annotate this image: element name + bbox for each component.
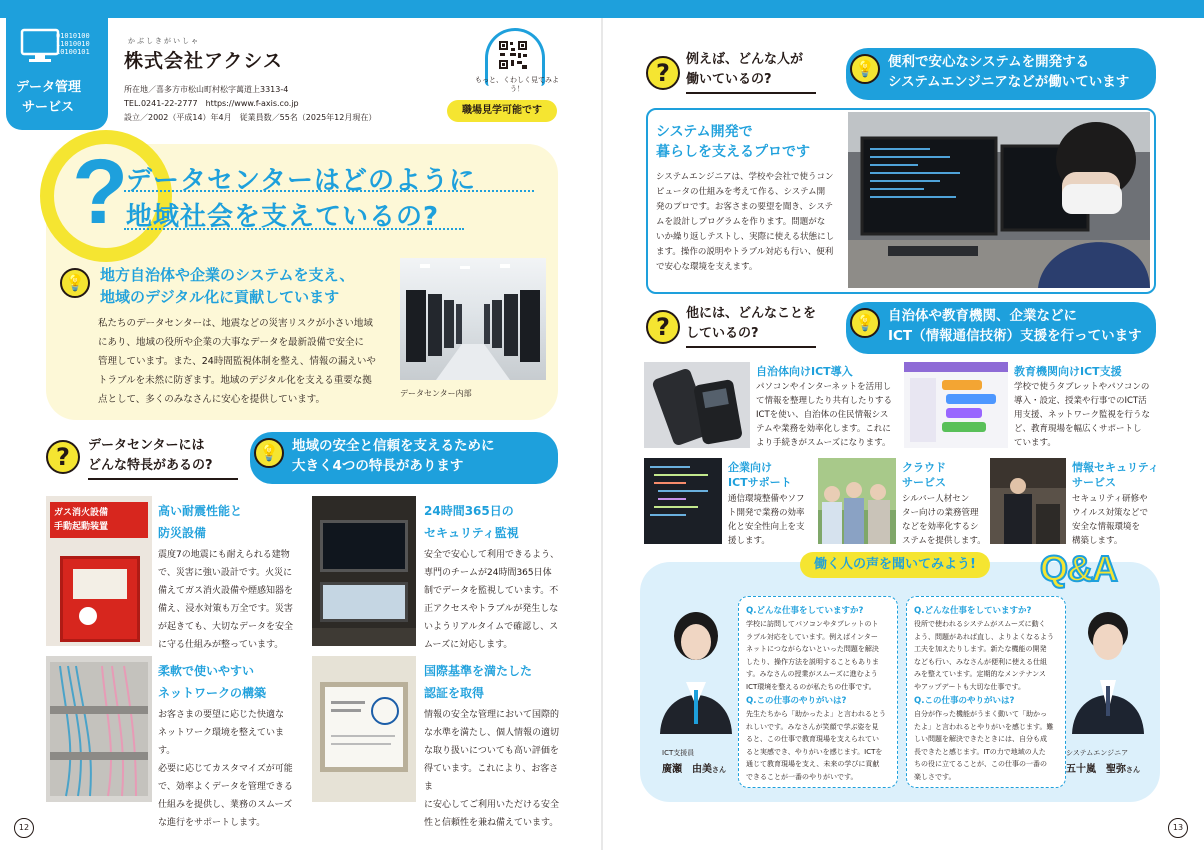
page-number-left: 12: [14, 818, 34, 838]
feature-body-line: 震度7の地震にも耐えられる建物: [158, 550, 290, 560]
service-body-line: ト開発で業務の効率: [728, 508, 805, 518]
service-title: [902, 460, 946, 490]
seniors-group-photo: [818, 458, 896, 544]
feature-title: [158, 660, 266, 704]
feature-title-line1: 高い耐震性能と: [158, 504, 243, 518]
feature-body-line: 性と信頼性を兼ね備えています。: [424, 818, 559, 828]
handheld-terminal-photo: [644, 362, 750, 448]
qa-answer-line: ICT環境を整えるのが私たちの仕事です。: [746, 682, 876, 691]
qa-answer-line: 自分が作った機能がうまく動いて「助かっ: [914, 710, 1047, 718]
service-title-line2: ICTサポート: [728, 476, 792, 489]
feature-title-line1: 国際基準を満たした: [424, 664, 533, 678]
service-body-line: パソコンやインターネットを活用し: [756, 382, 892, 392]
people-answer-line2: システムエンジニアなどが働いています: [888, 74, 1130, 90]
fire-system-photo: [46, 496, 152, 646]
qa-answer-line: ると、この仕事で教育現場を支えられてい: [746, 735, 879, 743]
qa-answer: [746, 618, 896, 693]
category-label-line1: データ管理: [16, 80, 82, 95]
feature-title-line2: 認証を取得: [424, 686, 485, 700]
main-body-line: にあり、地域の役所や企業の大事なデータを最新設備で安全に: [98, 337, 365, 348]
question-underline: [686, 346, 816, 348]
question-underline: [88, 478, 238, 480]
feature-body: [158, 706, 298, 832]
big-question-mark-icon: ?: [72, 141, 129, 243]
service-body-line: 構築します。: [1072, 536, 1123, 546]
people-answer-line1: 便利で安心なシステムを開発する: [888, 54, 1090, 70]
feature-body-line: 専門のチームが24時間365日体: [424, 568, 552, 578]
features-question-line2: どんな特長があるの?: [88, 458, 213, 473]
service-body-line: ステムを提供します。: [902, 536, 986, 546]
qr-code-icon[interactable]: [498, 40, 528, 70]
feature-body-line: な進行をサポートします。: [158, 818, 266, 828]
service-body-line: シルバー人材セン: [902, 494, 970, 504]
portrait-ict-supporter: [656, 602, 736, 734]
main-title-line2: 地域社会を支えているの?: [126, 202, 440, 232]
service-title-line2: サービス: [902, 476, 946, 489]
fire-sign: ガス消火設備 手動起動装置: [50, 502, 148, 538]
person-name: [662, 760, 726, 775]
people-answer-bar: [846, 48, 1156, 100]
feature-body-line: ムーズに対応します。: [424, 640, 513, 650]
qa-question: Q.どんな仕事をしていますか?: [914, 606, 1032, 616]
company-ruby: かぶしきがいしゃ: [128, 37, 200, 45]
feature-title-line2: 防災設備: [158, 526, 207, 540]
feature-body-line: 安全で安心して利用できるよう、: [424, 550, 560, 560]
qa-logo: Q&A: [1040, 548, 1117, 589]
service-title-line1: 情報セキュリティ: [1072, 461, 1159, 474]
qa-answer-line: なども行い、みなさんが便利に使える仕組: [914, 657, 1047, 666]
security-monitor-photo: [312, 496, 416, 646]
qa-answer-line: したり、操作方法を説明することもありま: [746, 657, 879, 666]
person-role: システムエンジニア: [1066, 749, 1129, 757]
service-body-line: より手続きがスムーズになります。: [756, 438, 891, 448]
se-body-line: で安心な環境を支えます。: [656, 262, 758, 272]
other-answer-bar: [846, 302, 1156, 354]
lightbulb-icon: 💡: [60, 268, 90, 298]
visit-badge: 職場見学可能です: [447, 100, 557, 122]
datacenter-photo-caption: データセンター内部: [400, 389, 472, 398]
feature-body-line: 得ています。これにより、お客さま: [424, 764, 559, 792]
service-body-line: 通信環境整備やソフ: [728, 494, 805, 504]
qa-answer: [746, 708, 896, 783]
system-engineer-title-line2: 暮らしを支えるプロです: [656, 144, 810, 160]
service-title: [728, 460, 792, 490]
service-body: [1072, 492, 1162, 548]
service-title: 教育機関向けICT支援: [1014, 365, 1122, 378]
service-title-line1: クラウド: [902, 461, 946, 474]
lightbulb-icon: 💡: [850, 308, 880, 338]
person-name-text: 五十嵐 聖弥: [1066, 764, 1126, 775]
service-title-line2: サービス: [1072, 476, 1116, 489]
qa-question: Q.この仕事のやりがいは?: [914, 696, 1015, 706]
people-question-line1: 例えば、どんな人が: [686, 52, 804, 67]
category-label-line2: サービス: [22, 100, 75, 115]
title-underline: [124, 190, 534, 192]
feature-body-line: 備えてガス消火設備や煙感知器を: [158, 586, 294, 596]
question-mark-icon: ?: [646, 310, 680, 344]
qa-answer-line: す。みなさんの授業がスムーズに進むよう: [746, 670, 878, 678]
system-engineer-title: [656, 122, 810, 162]
feature-title-line1: 柔軟で使いやすい: [158, 664, 255, 678]
network-cable-photo: [46, 656, 152, 802]
feature-body-line: いようリアルタイムで確認し、ス: [424, 622, 559, 632]
service-body: [902, 492, 988, 548]
feature-title: [424, 660, 532, 704]
qa-answer-line: 学校に訪問してパソコンやタブレットのト: [746, 620, 879, 628]
lightbulb-icon: 💡: [850, 54, 880, 84]
qa-answer-line: ラブル対応をしています。例えばインター: [746, 632, 878, 641]
se-body-line: ピュータの仕組みを考えて作る、システム開: [656, 187, 826, 197]
company-name: 株式会社アクシス: [124, 50, 283, 72]
service-body: [756, 380, 900, 450]
qa-answer: [914, 708, 1064, 783]
person-role: ICT支援員: [662, 749, 695, 757]
qa-answer-line: みを整えています。定期的なメンテナンス: [914, 670, 1046, 678]
datacenter-photo: [400, 258, 546, 380]
question-mark-icon: ?: [646, 56, 680, 90]
qa-answer-line: 長できたと感じます。ITの力で地域の人た: [914, 747, 1046, 756]
qa-answer-line: ると実感でき、やりがいを感じます。ICTを: [746, 747, 883, 756]
feature-body-line: ネットワーク環境を整えています。: [158, 728, 285, 756]
qa-answer-line: できることが一番のやりがいです。: [746, 772, 858, 781]
qa-answer-line: 先生たちから「助かったよ」と言われるとう: [746, 710, 886, 718]
system-engineer-title-line1: システム開発で: [656, 124, 753, 140]
other-question-line1: 他には、どんなことを: [686, 306, 817, 321]
feature-body-line: 必要に応じてカスタマイズが可能: [158, 764, 293, 774]
category-tab: [6, 18, 108, 130]
service-body-line: ター向けの業務管理: [902, 508, 979, 518]
person-honorific: さん: [1126, 766, 1140, 774]
service-body-line: ウイルス対策などで: [1072, 508, 1148, 518]
feature-body: [158, 546, 298, 654]
qa-answer-line: よう、問題があれば直し、よりよくなるよう: [914, 632, 1054, 641]
monitor-icon: [20, 28, 60, 64]
feature-body-line: で、効率よくデータを管理できる: [158, 782, 293, 792]
code-editor-photo: [644, 458, 722, 544]
se-body-line: いか繰り返しテストし、実際に使える状態にし: [656, 232, 835, 242]
person-name-text: 廣瀬 由美: [662, 764, 712, 775]
programming-screen-photo: [904, 362, 1008, 448]
feature-body: [424, 546, 564, 654]
features-answer-bar: [250, 432, 558, 484]
feature-body-line: な水準を満たし、個人情報の適切: [424, 728, 560, 738]
feature-body-line: 情報の安全な管理において国際的: [424, 710, 560, 720]
engineer-at-desk-photo: [848, 112, 1150, 288]
feature-body-line: に安心してご利用いただける安全: [424, 800, 560, 810]
qa-answer-line: 通じて教育現場を支え、未来の学びに貢献: [746, 760, 880, 768]
person-name: [1066, 760, 1140, 775]
company-address: 所在地／喜多方市松山町村松字萬道上3313-4: [124, 85, 289, 94]
portrait-system-engineer: [1068, 602, 1148, 734]
page-number-right: 13: [1168, 818, 1188, 838]
main-body-line: 私たちのデータセンターは、地震などの災害リスクが小さい地域: [98, 318, 373, 329]
service-title: 自治体向けICT導入: [756, 365, 853, 378]
qa-answer-line: ちの役に立てることが、この仕事の一番の: [914, 760, 1047, 768]
fire-panel: [60, 556, 140, 642]
feature-title-line2: セキュリティ監視: [424, 526, 519, 540]
qa-answer-line: 工夫を加えたりします。新たな機能の開発: [914, 645, 1047, 653]
voice-section-title: 働く人の声を聞いてみよう!: [800, 552, 990, 578]
service-body-line: ています。: [1014, 438, 1056, 448]
service-title-line1: 企業向け: [728, 461, 772, 474]
se-body-line: ます。操作の説明やトラブル対応も行い、便利: [656, 247, 834, 257]
qa-question: Q.どんな仕事をしていますか?: [746, 606, 864, 616]
other-answer-line1: 自治体や教育機関、企業などに: [888, 308, 1077, 324]
qr-caption: もっと、くわしく見てみよう！: [475, 76, 559, 93]
service-body-line: て情報を整理したり共有したりする: [756, 396, 893, 406]
qa-answer-line: れしいです。みなさんが笑顔で学ぶ姿を見: [746, 722, 879, 731]
company-contact: TEL.0241-22-2777 https://www.f-axis.co.jp: [124, 99, 299, 108]
feature-body-line: 備え、浸水対策も万全です。災害: [158, 604, 293, 614]
category-label: [16, 78, 81, 118]
service-body-line: ど、教育現場を幅広くサポートし: [1014, 424, 1142, 434]
feature-body-line: で、災害に強い設計です。火災に: [158, 568, 293, 578]
service-body: [728, 492, 814, 548]
binary-decoration: 01010100 11010010 10100101: [56, 32, 90, 56]
se-body-line: ムを設計しプログラムを作ります。問題がな: [656, 217, 826, 227]
qa-answer-line: やアップデートも大切な仕事です。: [914, 682, 1025, 691]
qa-answer-line: たよ」と言われるとやりがいを感じます。難: [914, 722, 1054, 731]
title-underline-2: [124, 228, 464, 230]
feature-title: [158, 500, 242, 544]
feature-body-line: お客さまの要望に応じた快適な: [158, 710, 285, 720]
service-body-line: 導入・設定、授業や行事でのICT活: [1014, 396, 1147, 406]
feature-body-line: 正アクセスやトラブルが発生しな: [424, 604, 559, 614]
main-body: [98, 314, 388, 409]
feature-body-line: に守る仕組みが整っています。: [158, 640, 284, 650]
top-color-bar: [0, 0, 1204, 18]
qa-answer: [914, 618, 1064, 693]
feature-body-line: な取り扱いについても高い評価を: [424, 746, 559, 756]
service-body-line: ICTを使い、自治体の住民情報シス: [756, 410, 889, 420]
feature-body-line: 仕組みを提供し、業務のスムーズ: [158, 800, 293, 810]
feature-title-line1: 24時間365日の: [424, 504, 514, 518]
feature-title: [424, 500, 519, 544]
qa-answer-line: ネットにつながらないといった問題を解決: [746, 645, 879, 653]
people-question-line2: 働いているの?: [686, 72, 772, 87]
qa-answer-line: 役所で使われるシステムがスムーズに動く: [914, 620, 1046, 628]
feature-body-line: 制でデータを監視しています。不: [424, 586, 559, 596]
service-body-line: 学校で使うタブレットやパソコンの: [1014, 382, 1150, 392]
service-body-line: などを効率化するシ: [902, 522, 979, 532]
other-question-line2: しているの?: [686, 326, 759, 341]
features-answer-line2: 大きく4つの特長があります: [292, 458, 464, 474]
lightbulb-icon: 💡: [254, 438, 284, 468]
service-body-line: 用支援、ネットワーク監視を行うな: [1014, 410, 1151, 420]
service-body-line: 化と安全性向上を支: [728, 522, 805, 532]
person-honorific: さん: [712, 766, 726, 774]
main-body-line: 点として、多くのみなさんに安心を提供しています。: [98, 394, 326, 405]
qa-answer-line: 楽しさです。: [914, 772, 956, 781]
certificate-photo: [312, 656, 416, 802]
se-body-line: 発のプロです。お客さまの要望を聞き、システ: [656, 202, 834, 212]
page-spine: [601, 18, 603, 850]
security-seminar-photo: [990, 458, 1066, 544]
company-founded: 設立／2002（平成14）年4月 従業員数／55名（2025年12月現在）: [124, 113, 377, 122]
feature-title-line2: ネットワークの構築: [158, 686, 267, 700]
features-question-line1: データセンターには: [88, 438, 205, 453]
main-subtitle-line2: 地域のデジタル化に貢献しています: [100, 288, 340, 306]
features-answer-line1: 地域の安全と信頼を支えるために: [292, 438, 495, 454]
service-body-line: 援します。: [728, 536, 770, 546]
main-body-line: トラブルを未然に防ぎます。地域のデジタル化を支える重要な拠: [98, 375, 372, 386]
service-title: [1072, 460, 1159, 490]
qa-answer-line: しい問題を解決できたときには、自分も成: [914, 735, 1047, 743]
question-underline: [686, 92, 816, 94]
service-body-line: 安全な情報環境を: [1072, 522, 1141, 532]
qa-question: Q.この仕事のやりがいは?: [746, 696, 847, 706]
feature-body-line: が起きても、大切なデータを安全: [158, 622, 294, 632]
question-mark-icon: ?: [46, 440, 80, 474]
service-body: [1014, 380, 1160, 450]
other-answer-line2: ICT（情報通信技術）支援を行っています: [888, 328, 1142, 344]
main-body-line: 管理しています。また、24時間監視体制を整え、情報の漏えいや: [98, 356, 376, 367]
system-engineer-body: [656, 170, 846, 275]
se-body-line: システムエンジニアは、学校や会社で使うコン: [656, 172, 834, 182]
service-body-line: セキュリティ研修や: [1072, 494, 1148, 504]
main-title-line1: データセンターはどのように: [126, 166, 476, 196]
service-body-line: テムや業務を効率化します。これに: [756, 424, 891, 434]
feature-body: [424, 706, 564, 832]
main-subtitle-line1: 地方自治体や企業のシステムを支え、: [100, 266, 355, 284]
